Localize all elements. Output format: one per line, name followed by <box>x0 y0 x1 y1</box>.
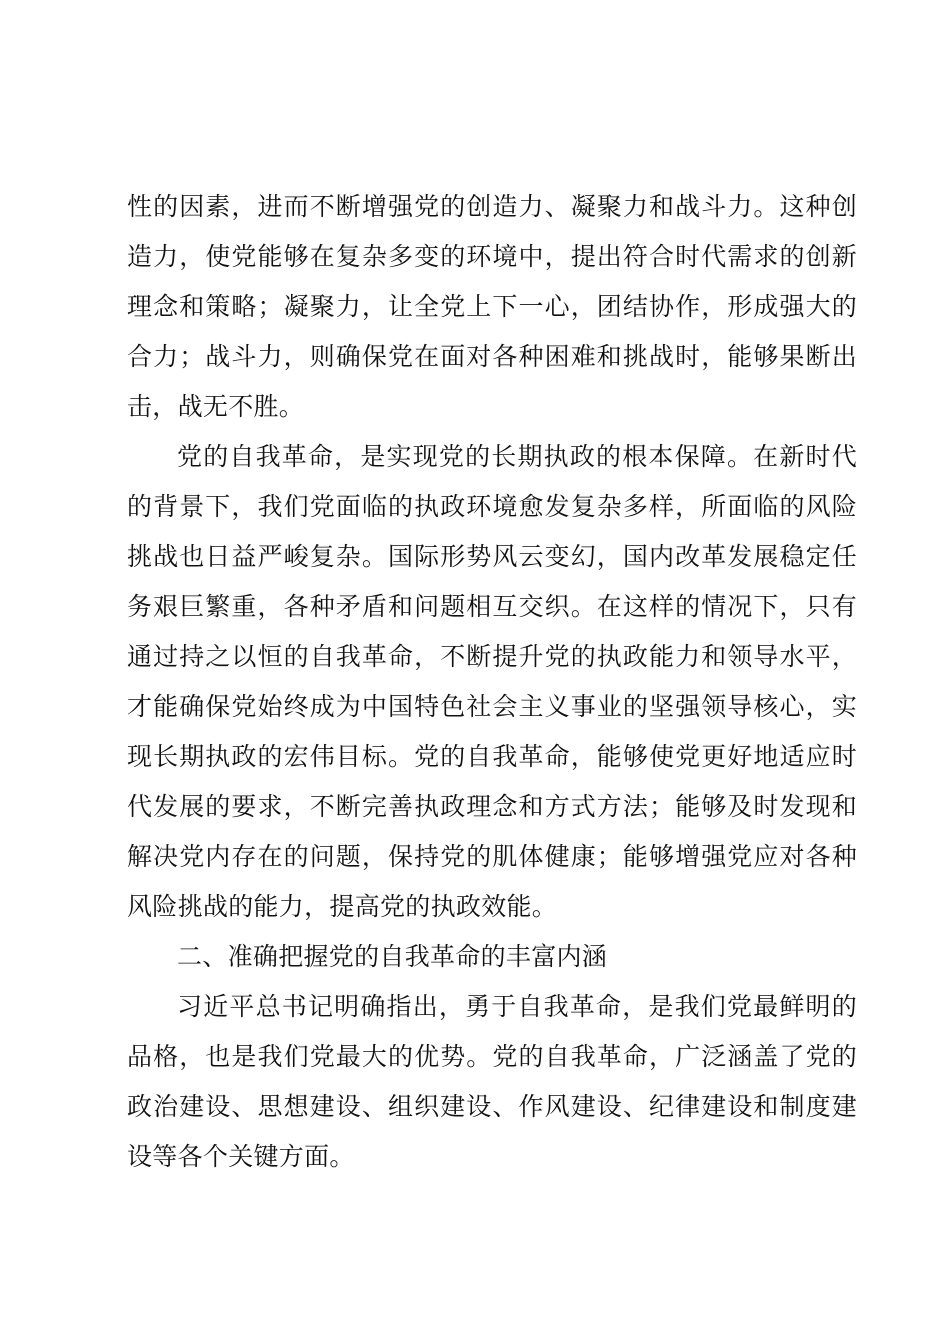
paragraph-continuation: 性的因素，进而不断增强党的创造力、凝聚力和战斗力。这种创造力，使党能够在复杂多变的环境中，提出符合时代需求的创新理念和策略；凝聚力，让全党上下一心，团结协作，形成强大的合力；战斗力，则确保党在面对各种困难和挑战时，能够果断出击，战无不胜。 <box>127 192 857 421</box>
paragraph-rich-connotation: 习近平总书记明确指出，勇于自我革命，是我们党最鲜明的品格，也是我们党最大的优势。党的自我革命，广泛涵盖了党的政治建设、思想建设、组织建设、作风建设、纪律建设和制度建设等各个关键方面。 <box>127 992 857 1171</box>
document-body <box>127 182 857 1182</box>
paragraph-long-term-governance: 党的自我革命，是实现党的长期执政的根本保障。在新时代的背景下，我们党面临的执政环境愈发复杂多样，所面临的风险挑战也日益严峻复杂。国际形势风云变幻，国内改革发展稳定任务艰巨繁重，各种矛盾和问题相互交织。在这样的情况下，只有通过持之以恒的自我革命，不断提升党的执政能力和领导水平，才能确保党始终成为中国特色社会主义事业的坚强领导核心，实现长期执政的宏伟目标。党的自我革命，能够使党更好地适应时代发展的要求，不断完善执政理念和方式方法；能够及时发现和解决党内存在的问题，保持党的肌体健康；能够增强党应对各种风险挑战的能力，提高党的执政效能。 <box>127 442 857 921</box>
section-heading: 二、准确把握党的自我革命的丰富内涵 <box>177 942 608 971</box>
